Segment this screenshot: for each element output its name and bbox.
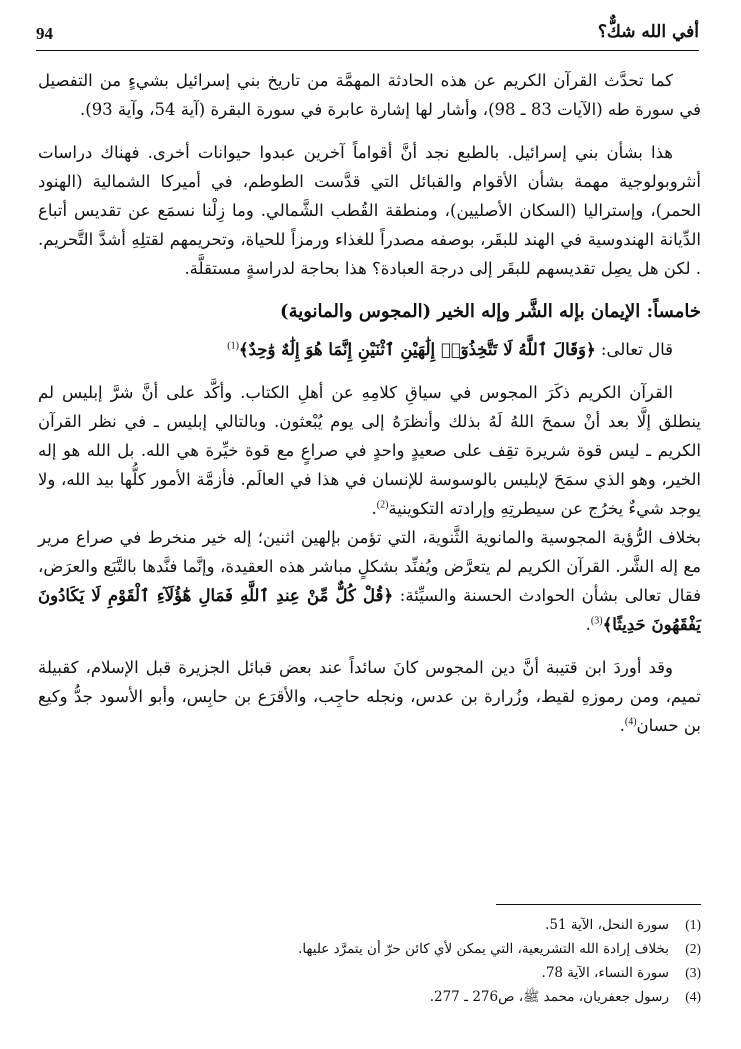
verse-1: ﴿وَقَالَ ٱللَّهُ لَا تَتَّخِذُوٓا۟ إِلَٰهَيْنِ ٱثْنَيْنِ إِنَّمَا هُوَ إِلَٰهٌ وَٰحِدٌ﴾ (238, 340, 596, 359)
paragraph-5: وقد أوردَ ابن قتيبة أنَّ دين المجوس كانَ سائداً عند بعض قبائل الجزيرة قبل الإسلام، كقبيلة تميم، ومن رموزهِ لقيط، وزُرارة بن عدس، ونجله حاجِب، والأقرَع بن حابِس، وأبو الأسود جدُّ وكيع بن حسان$^{(4)}$. (38, 658, 701, 735)
footnote-item (40, 937, 701, 961)
verse-2: ﴿قُلْ كُلٌّ مِّنْ عِندِ ٱللَّهِ فَمَالِ هَٰٓؤُلَآءِ ٱلْقَوْمِ لَا يَكَادُونَ يَفْقَهُونَ حَدِيثًا﴾ (38, 586, 701, 634)
footnote-item (40, 985, 701, 1009)
footnote-number: (3) (685, 965, 701, 980)
page-header (36, 14, 699, 51)
footnote-text: بخلاف إرادة الله التشريعية، التي يمكن لأي كائن حرّ أن يتمرَّد عليها. (298, 941, 669, 957)
footnote-item (40, 961, 701, 985)
paragraph-5-text: وقد أوردَ ابن قتيبة أنَّ دين المجوس كانَ سائداً عند بعض قبائل الجزيرة قبل الإسلام، كقبيلة تميم، ومن رموزهِ لقيط، وزُرارة بن عدس، ونجله حاجِب، والأقرَع بن حابِس، وأبو الأسود جدُّ وكيع بن حسان (38, 658, 701, 735)
footnote-number: (1) (685, 917, 701, 932)
paragraph-2: هذا بشأن بني إسرائيل. بالطبع نجد أنَّ أقواماً آخرين عبدوا حيوانات أخرى. فهناك دراسات أنثروبولوجية مهمة بشأن الأقوام والقبائل التي قدَّست الطوطم، في أميركا الشمالية (الهنود الحمر)، وإستراليا (السكان الأصليين)، ومنطقة القُطب الشَّمالي. وما زِلْنا نسمَع عن تقديس أتباع الدِّيانة الهندوسية في الهند للبقَر، بوصفه مصدراً للغذاء ورمزاً للحياة، وتحريمهم لقتلِهِ أشدَّ التَّحريم. . لكن هل يصِل تقديسهم للبقَر إلى درجة العبادة؟ هذا بحاجة لدراسةٍ مستقلَّة. (38, 143, 701, 278)
footnote-text: سورة النساء، الآية 78. (541, 965, 669, 981)
footnote-ref-1: (1) (227, 340, 239, 352)
verse-1-intro: قال تعالى: (595, 340, 673, 359)
running-title: أفي الله شكٌّ؟ (597, 22, 699, 42)
main-text (38, 66, 701, 754)
paragraph-4: بخلاف الرُّؤية المجوسية والمانوية الثَّنوية، التي تؤمن بإلهين اثنين؛ إله خير منخرط في صراع مرير مع إله الشَّر. القرآن الكريم لم يتعرَّض ويُفنِّد بشكلٍ مباشر هذه العقيدة، وإنَّما فنَّدها بالتَّبَع والعرَض، فقال تعالى بشأن الحوادث الحسنة والسيِّئة: ﴿قُلْ كُلٌّ مِّنْ عِندِ ٱللَّهِ فَمَالِ هَٰٓؤُلَآءِ ٱلْقَوْمِ لَا يَكَادُونَ يَفْقَهُونَ حَدِيثًا﴾$^{(3)}$. (38, 528, 701, 634)
footnote-number: (2) (685, 941, 701, 956)
footnote-ref-3: (3) (590, 615, 603, 627)
paragraph-3: القرآن الكريم ذكَرَ المجوس في سياقِ كلامِهِ عن أهلِ الكتاب. وأكَّد على أنَّ شرَّ إبليس لم ينطلق إلَّا بعد أنْ سمحَ اللهُ لَهُ بذلك وأنظرَهُ إلى يوم يُبْعثون. وبالتالي إبليس ـ في نظر القرآن الكريم ـ ليس قوة شريرة تقِف على صعيدٍ واحدٍ في صراعٍ مع قوة خيِّرة هي الله. بل الله هو إله الخير، وهو الذي سمَحَ لإبليس بالوسوسة للإنسان في هذا في العالَم. فأزمَّة الأمور كلُّها بيد الله، ولا يوجد شيءٌ يخرُج عن سيطرتِهِ وإرادته التكوينية$^{(2)}$. (38, 383, 701, 518)
footnote-ref-4: (4) (624, 716, 637, 728)
footnote-ref-2: (2) (376, 499, 389, 511)
footnote-divider (496, 904, 701, 905)
verse-1-paragraph (38, 335, 701, 364)
footnotes (40, 913, 701, 1009)
paragraph-4-text: بخلاف الرُّؤية المجوسية والمانوية الثَّنوية، التي تؤمن بإلهين اثنين؛ إله خير منخرط في صراع مرير مع إله الشَّر. القرآن الكريم لم يتعرَّض ويُفنِّد بشكلٍ مباشر هذه العقيدة، وإنَّما فنَّدها بالتَّبَع والعرَض، فقال تعالى بشأن الحوادث الحسنة والسيِّئة: (38, 528, 701, 605)
paragraph-1: كما تحدَّث القرآن الكريم عن هذه الحادثة المهمَّة من تاريخ بني إسرائيل بشيءٍ من التفصيل في سورة طه (الآيات 83 ـ 98)، وأشار لها إشارة عابرة في سورة البقرة (آية 54، وآية 93). (38, 71, 701, 119)
page-number: 94 (36, 24, 53, 43)
footnote-item (40, 913, 701, 937)
section-heading: خامساً: الإيمان بإله الشَّر وإله الخير (المجوس والمانوية) (280, 301, 701, 322)
paragraph-3-text: القرآن الكريم ذكَرَ المجوس في سياقِ كلامِهِ عن أهلِ الكتاب. وأكَّد على أنَّ شرَّ إبليس لم ينطلق إلَّا بعد أنْ سمحَ اللهُ لَهُ بذلك وأنظرَهُ إلى يوم يُبْعثون. وبالتالي إبليس ـ في نظر القرآن الكريم ـ ليس قوة شريرة تقِف على صعيدٍ واحدٍ في صراعٍ مع قوة خيِّرة هي الله. بل الله هو إله الخير، وهو الذي سمَحَ لإبليس بالوسوسة للإنسان في هذا في العالَم. فأزمَّة الأمور كلُّها بيد الله، ولا يوجد شيءٌ يخرُج عن سيطرتِهِ وإرادته التكوينية (38, 383, 701, 518)
footnote-number: (4) (685, 989, 701, 1004)
footnote-text: سورة النحل، الآية 51. (545, 917, 669, 933)
footnote-text: رسول جعفريان، محمد ﷺ، ص276 ـ 277. (429, 989, 669, 1005)
